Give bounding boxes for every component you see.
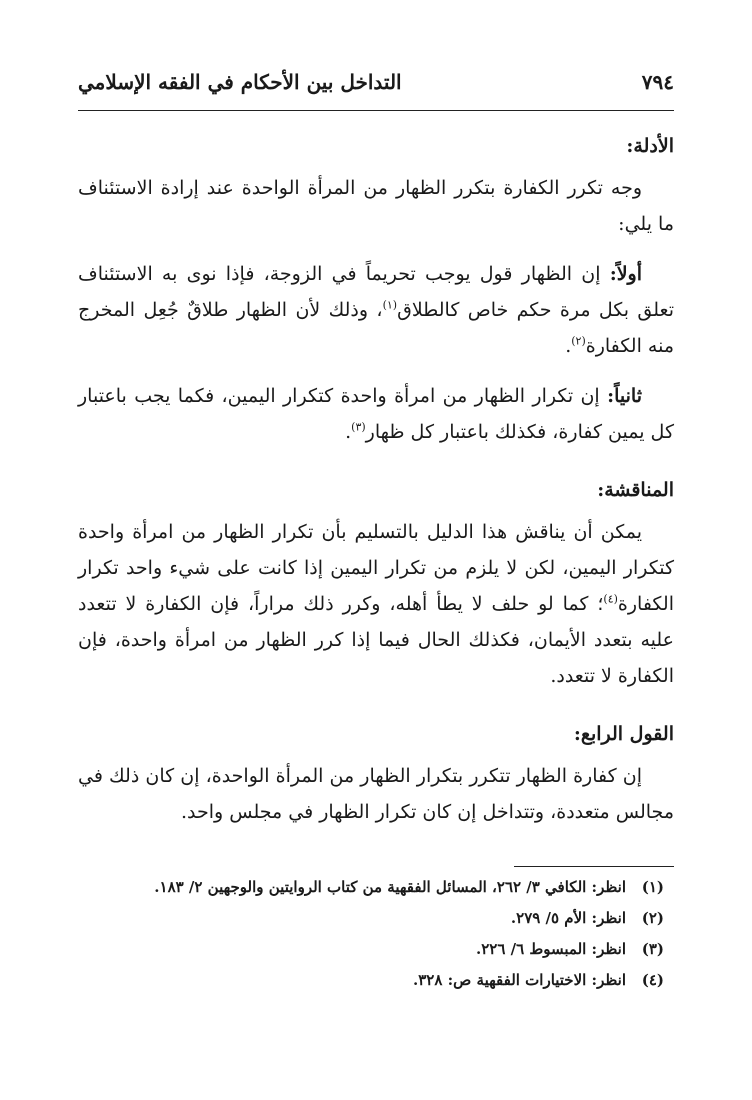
footnote-item	[78, 872, 664, 903]
footnote-text: انظر: الكافي ٣/ ٢٦٢، المسائل الفقهية من كتاب الروايتين والوجهين ٢/ ١٨٣.	[154, 878, 626, 896]
running-header	[78, 70, 674, 94]
footnote-number: (٣)	[641, 940, 664, 958]
first-text-b: ، وذلك لأن الظهار طلاقٌ جُعِل المخرج منه الكفارة	[78, 299, 674, 357]
page-number: ٧٩٤	[641, 70, 674, 94]
footnote-number: (٢)	[641, 909, 664, 927]
footnote-ref-2[interactable]: (٢)	[571, 334, 586, 348]
first-text-c: .	[565, 335, 572, 357]
second-text-b: .	[345, 421, 352, 443]
footnote-item	[78, 934, 664, 965]
footnotes	[78, 872, 664, 996]
footnote-text: انظر: المبسوط ٦/ ٢٢٦.	[475, 940, 626, 958]
fourth-opinion-heading: القول الرابع:	[573, 723, 674, 745]
footnote-text: انظر: الاختيارات الفقهية ص: ٣٢٨.	[413, 971, 626, 989]
evidence-intro: وجه تكرر الكفارة بتكرر الظهار من المرأة الواحدة عند إرادة الاستئناف ما يلي:	[78, 177, 674, 235]
header-rule	[78, 110, 674, 111]
footnote-text: انظر: الأم ٥/ ٢٧٩.	[510, 909, 626, 927]
footnote-ref-3[interactable]: (٣)	[351, 420, 366, 434]
first-lead: أولاً:	[609, 263, 642, 285]
footnote-item	[78, 903, 664, 934]
book-title: التداخل بين الأحكام في الفقه الإسلامي	[78, 70, 402, 94]
second-text-a: إن تكرار الظهار من امرأة واحدة كتكرار اليمين، فكما يجب باعتبار كل يمين كفارة، فكذلك باعتبار كل ظهار	[78, 385, 674, 443]
footnote-item	[78, 965, 664, 996]
footnote-ref-4[interactable]: (٤)	[603, 592, 618, 606]
discussion-text-b: ؛ كما لو حلف لا يطأ أهله، وكرر ذلك مراراً، فإن الكفارة لا تتعدد عليه بتعدد الأيمان، فكذلك الحال فيما إذا كرر الظهار من امرأة واحدة، فإن الكفارة لا تتعدد.	[78, 593, 674, 687]
footnote-ref-1[interactable]: (١)	[382, 298, 398, 312]
fourth-opinion-text: إن كفارة الظهار تتكرر بتكرار الظهار من المرأة الواحدة، إن كان ذلك في مجالس متعددة، وتتداخل إن كان تكرار الظهار في مجلس واحد.	[78, 765, 674, 823]
footnote-number: (١)	[641, 878, 664, 896]
evidence-heading: الأدلة:	[626, 135, 674, 157]
second-lead: ثانياً:	[607, 385, 642, 407]
footnote-number: (٤)	[641, 971, 664, 989]
first-text-a: إن الظهار قول يوجب تحريماً في الزوجة، فإذا نوى به الاستئناف تعلق بكل مرة حكم خاص كالطلاق	[78, 263, 675, 321]
second-evidence	[78, 378, 674, 450]
discussion-heading: المناقشة:	[597, 479, 674, 501]
discussion-text-a: يمكن أن يناقش هذا الدليل بالتسليم بأن تكرار الظهار من امرأة واحدة كتكرار اليمين، لكن لا يلزم من تكرار اليمين إذا كانت على شيء واحد تكرار الكفارة	[78, 521, 674, 615]
first-evidence	[78, 256, 674, 364]
discussion-text	[78, 514, 674, 694]
main-text	[78, 128, 674, 830]
footnote-rule	[514, 866, 674, 867]
